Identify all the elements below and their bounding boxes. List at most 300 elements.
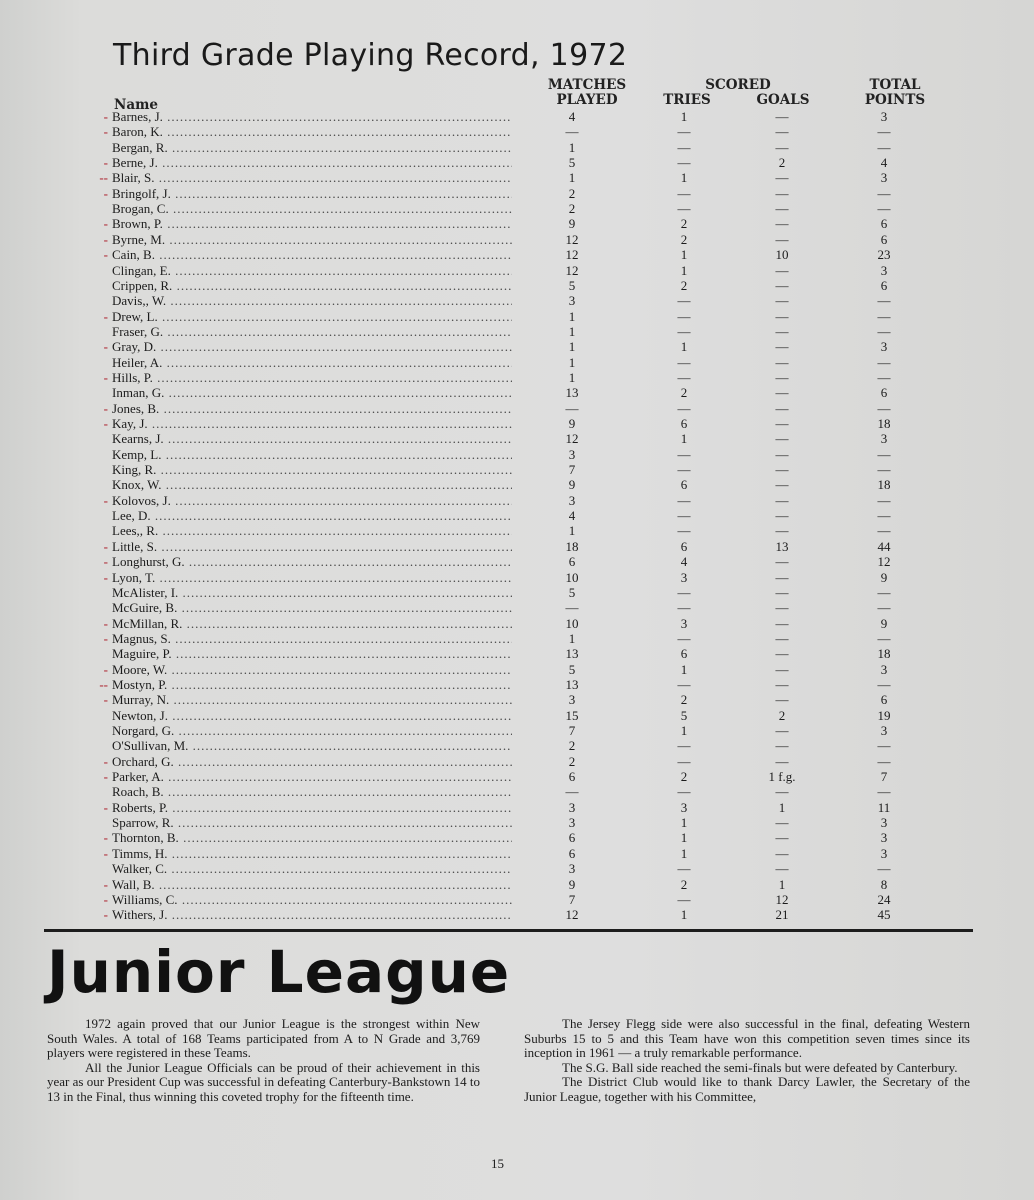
matches-played-cell: 4 — [568, 109, 576, 124]
goals-cell: — — [775, 462, 789, 478]
goals-cell: 2 — [778, 155, 786, 171]
goals-cell: 13 — [775, 538, 789, 554]
junior-left-column — [47, 1017, 480, 1104]
row-mark: - — [103, 615, 108, 631]
goals-cell: 12 — [775, 891, 789, 907]
table-row — [0, 201, 1034, 216]
matches-played-cell: 10 — [565, 569, 579, 585]
table-row — [0, 216, 1034, 231]
total-points-cell: — — [877, 308, 891, 324]
matches-played-cell: 5 — [568, 277, 576, 293]
tries-cell: — — [677, 508, 691, 524]
table-row — [0, 769, 1034, 784]
total-points-cell: — — [877, 738, 891, 754]
goals-cell: — — [775, 692, 789, 708]
matches-played-cell: 6 — [568, 845, 576, 861]
row-mark: - — [103, 891, 108, 907]
matches-played-cell: 12 — [565, 262, 579, 278]
tries-cell: — — [677, 676, 691, 692]
table-row — [0, 477, 1034, 492]
goals-cell: — — [775, 554, 789, 570]
tries-cell: 6 — [680, 416, 688, 431]
table-row — [0, 155, 1034, 170]
row-mark: - — [103, 369, 108, 385]
row-mark: - — [103, 185, 108, 201]
matches-played-cell: 3 — [568, 861, 576, 877]
table-row — [0, 646, 1034, 661]
tries-cell: — — [677, 462, 691, 478]
goals-cell: — — [775, 339, 789, 355]
player-name: Bringolf, J. ..... — [112, 186, 512, 201]
goals-cell: — — [775, 262, 789, 278]
tries-cell: 1 — [680, 109, 688, 124]
goals-cell: — — [775, 124, 789, 140]
player-name: Magnus, S. ..... — [112, 631, 512, 646]
row-mark: - — [103, 830, 108, 846]
tries-cell: 6 — [680, 646, 688, 662]
total-points-cell: 6 — [880, 692, 888, 708]
goals-cell: — — [775, 753, 789, 769]
section-divider — [44, 929, 973, 932]
goals-cell: — — [775, 492, 789, 508]
matches-played-cell: 12 — [565, 247, 579, 263]
player-name: Roberts, P. ..... — [112, 800, 512, 815]
table-row — [0, 124, 1034, 139]
tries-cell: 2 — [680, 876, 688, 892]
table-row — [0, 692, 1034, 707]
goals-cell: — — [775, 661, 789, 677]
player-name: Norgard, G. ..... — [112, 723, 512, 738]
row-mark: - — [103, 124, 108, 140]
table-row — [0, 861, 1034, 876]
row-mark: - — [103, 416, 108, 431]
goals-cell: — — [775, 523, 789, 539]
row-mark: - — [103, 538, 108, 554]
table-row — [0, 784, 1034, 799]
matches-played-cell: 15 — [565, 707, 579, 723]
player-name: Kolovos, J. ..... — [112, 493, 512, 508]
row-mark: - — [103, 569, 108, 585]
page-number: 15 — [491, 1156, 504, 1171]
header-total-line1: TOTAL — [869, 77, 921, 93]
player-name: Knox, W. ..... — [112, 477, 512, 492]
tries-cell: 1 — [680, 661, 688, 677]
total-points-cell: 24 — [877, 891, 891, 907]
total-points-cell: — — [877, 293, 891, 309]
player-name: McMillan, R. ..... — [112, 616, 512, 631]
table-row — [0, 846, 1034, 861]
goals-cell: 1 — [778, 876, 786, 892]
table-row — [0, 892, 1034, 907]
table-row — [0, 263, 1034, 278]
junior-paragraph: The Jersey Flegg side were also successful in the final, defeating Western Suburbs 15 to 5 and this Team have won this competition seven times since its inception in 1961 — a truly remarkable performance. — [524, 1016, 970, 1060]
goals-cell: — — [775, 784, 789, 800]
matches-played-cell: 13 — [565, 646, 579, 662]
matches-played-cell: 2 — [568, 738, 576, 754]
goals-cell: — — [775, 646, 789, 662]
header-goals: GOALS — [756, 92, 810, 108]
total-points-cell: 3 — [880, 815, 888, 831]
row-mark: - — [103, 216, 108, 232]
tries-cell: 2 — [680, 277, 688, 293]
goals-cell: — — [775, 308, 789, 324]
player-name: Brogan, C. ..... — [112, 201, 512, 216]
total-points-cell: — — [877, 861, 891, 877]
goals-cell: 21 — [775, 907, 789, 923]
row-mark: - — [103, 661, 108, 677]
total-points-cell: 3 — [880, 170, 888, 186]
matches-played-cell: 1 — [568, 369, 576, 385]
total-points-cell: 3 — [880, 431, 888, 447]
tries-cell: 1 — [680, 845, 688, 861]
total-points-cell: 23 — [877, 247, 891, 263]
tries-cell: 2 — [680, 216, 688, 232]
player-name: O'Sullivan, M. ..... — [112, 738, 512, 753]
player-name: Moore, W. ..... — [112, 662, 512, 677]
table-row — [0, 631, 1034, 646]
table-row — [0, 738, 1034, 753]
goals-cell: — — [775, 676, 789, 692]
matches-played-cell: 4 — [568, 508, 576, 524]
row-mark: - — [103, 231, 108, 247]
table-row — [0, 370, 1034, 385]
tries-cell: — — [677, 323, 691, 339]
goals-cell: — — [775, 416, 789, 431]
player-name: King, R. ..... — [112, 462, 512, 477]
goals-cell: — — [775, 477, 789, 493]
row-mark: - — [103, 308, 108, 324]
table-row — [0, 815, 1034, 830]
total-points-cell: 3 — [880, 661, 888, 677]
goals-cell: — — [775, 277, 789, 293]
table-row — [0, 800, 1034, 815]
goals-cell: — — [775, 584, 789, 600]
tries-cell: 1 — [680, 247, 688, 263]
matches-played-cell: 12 — [565, 431, 579, 447]
total-points-cell: 4 — [880, 155, 888, 171]
matches-played-cell: 2 — [568, 185, 576, 201]
row-mark: - — [103, 400, 108, 416]
matches-played-cell: 9 — [568, 876, 576, 892]
matches-played-cell: 13 — [565, 676, 579, 692]
tries-cell: — — [677, 861, 691, 877]
tries-cell: 2 — [680, 385, 688, 401]
matches-played-cell: 6 — [568, 554, 576, 570]
total-points-cell: — — [877, 124, 891, 140]
tries-cell: 1 — [680, 339, 688, 355]
player-name: Jones, B. ..... — [112, 401, 512, 416]
player-name: Maguire, P. ..... — [112, 646, 512, 661]
total-points-cell: 3 — [880, 109, 888, 124]
table-row — [0, 339, 1034, 354]
player-name: Blair, S. ..... — [112, 170, 512, 185]
total-points-cell: 3 — [880, 845, 888, 861]
total-points-cell: — — [877, 784, 891, 800]
tries-cell: 2 — [680, 769, 688, 785]
row-mark: -- — [99, 170, 108, 186]
header-name: Name — [114, 97, 158, 113]
table-row — [0, 662, 1034, 677]
player-name: Timms, H. ..... — [112, 846, 512, 861]
player-name: Lee, D. ..... — [112, 508, 512, 523]
table-row — [0, 401, 1034, 416]
matches-played-cell: 1 — [568, 170, 576, 186]
tries-cell: — — [677, 630, 691, 646]
table-row — [0, 109, 1034, 124]
total-points-cell: — — [877, 584, 891, 600]
matches-played-cell: 6 — [568, 830, 576, 846]
goals-cell: — — [775, 815, 789, 831]
player-name: Byrne, M. ..... — [112, 232, 512, 247]
header-matches-line1: MATCHES — [547, 77, 627, 93]
tries-cell: 3 — [680, 569, 688, 585]
player-name: Hills, P. ..... — [112, 370, 512, 385]
total-points-cell: 9 — [880, 569, 888, 585]
matches-played-cell: 1 — [568, 339, 576, 355]
table-row — [0, 508, 1034, 523]
tries-cell: 3 — [680, 615, 688, 631]
player-name: Sparrow, R. ..... — [112, 815, 512, 830]
table-row — [0, 431, 1034, 446]
player-name: Baron, K. ..... — [112, 124, 512, 139]
goals-cell: — — [775, 830, 789, 846]
row-mark: - — [103, 799, 108, 815]
goals-cell: 10 — [775, 247, 789, 263]
total-points-cell: 6 — [880, 231, 888, 247]
player-name: Crippen, R. ..... — [112, 278, 512, 293]
tries-cell: — — [677, 784, 691, 800]
goals-cell: — — [775, 216, 789, 232]
player-name: Murray, N. ..... — [112, 692, 512, 707]
player-name: Inman, G. ..... — [112, 385, 512, 400]
matches-played-cell: 5 — [568, 584, 576, 600]
player-name: Kay, J. ..... — [112, 416, 512, 431]
row-mark: - — [103, 109, 108, 124]
matches-played-cell: 10 — [565, 615, 579, 631]
tries-cell: — — [677, 753, 691, 769]
player-name: Davis,, W. ..... — [112, 293, 512, 308]
tries-cell: — — [677, 124, 691, 140]
player-name: Thornton, B. ..... — [112, 830, 512, 845]
total-points-cell: — — [877, 139, 891, 155]
tries-cell: 1 — [680, 262, 688, 278]
row-mark: - — [103, 630, 108, 646]
player-name: McGuire, B. ..... — [112, 600, 512, 615]
tries-cell: — — [677, 400, 691, 416]
total-points-cell: 45 — [877, 907, 891, 923]
junior-paragraph: The District Club would like to thank Darcy Lawler, the Secretary of the Junior League, together with his Committee, — [524, 1074, 970, 1104]
tries-cell: 6 — [680, 538, 688, 554]
total-points-cell: 6 — [880, 216, 888, 232]
junior-paragraph: The S.G. Ball side reached the semi-finals but were defeated by Canterbury. — [562, 1059, 958, 1075]
goals-cell: — — [775, 508, 789, 524]
tries-cell: 5 — [680, 707, 688, 723]
player-name: Barnes, J. ..... — [112, 109, 512, 124]
total-points-cell: — — [877, 492, 891, 508]
player-name: Bergan, R. ..... — [112, 140, 512, 155]
tries-cell: 1 — [680, 830, 688, 846]
header-matches-played — [540, 78, 634, 108]
matches-played-cell: 2 — [568, 753, 576, 769]
total-points-cell: 8 — [880, 876, 888, 892]
total-points-cell: — — [877, 201, 891, 217]
goals-cell: — — [775, 600, 789, 616]
matches-played-cell: 12 — [565, 907, 579, 923]
total-points-cell: 18 — [877, 416, 891, 431]
goals-cell: 1 — [778, 799, 786, 815]
total-points-cell: 12 — [877, 554, 891, 570]
goals-cell: — — [775, 170, 789, 186]
matches-played-cell: 18 — [565, 538, 579, 554]
row-mark: - — [103, 907, 108, 923]
tries-cell: — — [677, 308, 691, 324]
table-row — [0, 416, 1034, 431]
tries-cell: 4 — [680, 554, 688, 570]
matches-played-cell: 9 — [568, 416, 576, 431]
total-points-cell: 6 — [880, 277, 888, 293]
player-name: Orchard, G. ..... — [112, 754, 512, 769]
total-points-cell: — — [877, 462, 891, 478]
matches-played-cell: 7 — [568, 891, 576, 907]
row-mark: - — [103, 492, 108, 508]
matches-played-cell: 1 — [568, 630, 576, 646]
tries-cell: — — [677, 139, 691, 155]
matches-played-cell: 3 — [568, 492, 576, 508]
tries-cell: — — [677, 492, 691, 508]
matches-played-cell: — — [565, 784, 579, 800]
matches-played-cell: 3 — [568, 799, 576, 815]
tries-cell: — — [677, 369, 691, 385]
goals-cell: — — [775, 139, 789, 155]
table-row — [0, 309, 1034, 324]
player-name: Roach, B. ..... — [112, 784, 512, 799]
total-points-cell: 44 — [877, 538, 891, 554]
row-mark: - — [103, 769, 108, 785]
table-row — [0, 754, 1034, 769]
tries-cell: 1 — [680, 170, 688, 186]
header-tries: TRIES — [663, 92, 711, 108]
table-row — [0, 462, 1034, 477]
matches-played-cell: 2 — [568, 201, 576, 217]
table-row — [0, 723, 1034, 738]
total-points-cell: 6 — [880, 385, 888, 401]
goals-cell: — — [775, 569, 789, 585]
matches-played-cell: 1 — [568, 323, 576, 339]
player-name: Berne, J. ..... — [112, 155, 512, 170]
table-row — [0, 677, 1034, 692]
table-row — [0, 247, 1034, 262]
matches-played-cell: 6 — [568, 769, 576, 785]
header-matches-line2: PLAYED — [556, 92, 618, 108]
table-row — [0, 186, 1034, 201]
goals-cell: — — [775, 738, 789, 754]
matches-played-cell: 1 — [568, 354, 576, 370]
player-name: Fraser, G. ..... — [112, 324, 512, 339]
tries-cell: 6 — [680, 477, 688, 493]
goals-cell: — — [775, 431, 789, 447]
table-row — [0, 324, 1034, 339]
goals-cell: — — [775, 354, 789, 370]
row-mark: - — [103, 339, 108, 355]
total-points-cell: 18 — [877, 646, 891, 662]
player-name: Clingan, E. ..... — [112, 263, 512, 278]
table-row — [0, 493, 1034, 508]
tries-cell: — — [677, 584, 691, 600]
table-row — [0, 447, 1034, 462]
total-points-cell: — — [877, 369, 891, 385]
record-title: Third Grade Playing Record, 1972 — [113, 38, 628, 73]
matches-played-cell: 3 — [568, 692, 576, 708]
row-mark: - — [103, 753, 108, 769]
matches-played-cell: 3 — [568, 293, 576, 309]
goals-cell: 2 — [778, 707, 786, 723]
matches-played-cell: 3 — [568, 815, 576, 831]
matches-played-cell: 1 — [568, 139, 576, 155]
goals-cell: — — [775, 385, 789, 401]
table-row — [0, 600, 1034, 615]
total-points-cell: 3 — [880, 723, 888, 738]
player-name: Longhurst, G. ..... — [112, 554, 512, 569]
junior-paragraph: All the Junior League Officials can be proud of their achievement in this year as our President Cup was successful in defeating Canterbury-Bankstown 14 to 13 in the Final, thus winning this coveted trophy for the fifteenth time. — [47, 1059, 480, 1104]
matches-played-cell: — — [565, 400, 579, 416]
total-points-cell: — — [877, 323, 891, 339]
matches-played-cell: 12 — [565, 231, 579, 247]
goals-cell: — — [775, 231, 789, 247]
table-row — [0, 278, 1034, 293]
player-name: Gray, D. ..... — [112, 339, 512, 354]
total-points-cell: 7 — [880, 769, 888, 785]
matches-played-cell: 1 — [568, 523, 576, 539]
row-mark: - — [103, 845, 108, 861]
player-name: Mostyn, P. ..... — [112, 677, 512, 692]
row-mark: - — [103, 554, 108, 570]
player-name: Wall, B. ..... — [112, 877, 512, 892]
goals-cell: — — [775, 615, 789, 631]
player-name: Williams, C. ..... — [112, 892, 512, 907]
goals-cell: — — [775, 323, 789, 339]
total-points-cell: — — [877, 523, 891, 539]
tries-cell: — — [677, 201, 691, 217]
table-row — [0, 616, 1034, 631]
goals-cell: — — [775, 630, 789, 646]
player-name: Brown, P. ..... — [112, 216, 512, 231]
matches-played-cell: 13 — [565, 385, 579, 401]
tries-cell: 1 — [680, 431, 688, 447]
total-points-cell: — — [877, 185, 891, 201]
total-points-cell: 3 — [880, 830, 888, 846]
table-row — [0, 385, 1034, 400]
matches-played-cell: 9 — [568, 477, 576, 493]
goals-cell: — — [775, 400, 789, 416]
tries-cell: 1 — [680, 815, 688, 831]
tries-cell: 3 — [680, 799, 688, 815]
table-row — [0, 355, 1034, 370]
player-name: Kearns, J. ..... — [112, 431, 512, 446]
header-scored: SCORED — [705, 77, 771, 93]
player-name: McAlister, I. ..... — [112, 585, 512, 600]
player-name: Kemp, L. ..... — [112, 447, 512, 462]
player-name: Heiler, A. ..... — [112, 355, 512, 370]
table-row — [0, 232, 1034, 247]
matches-played-cell: 5 — [568, 661, 576, 677]
tries-cell: — — [677, 185, 691, 201]
tries-cell: 2 — [680, 231, 688, 247]
row-mark: - — [103, 247, 108, 263]
table-row — [0, 830, 1034, 845]
player-name: Little, S. ..... — [112, 539, 512, 554]
table-row — [0, 523, 1034, 538]
row-mark: - — [103, 876, 108, 892]
